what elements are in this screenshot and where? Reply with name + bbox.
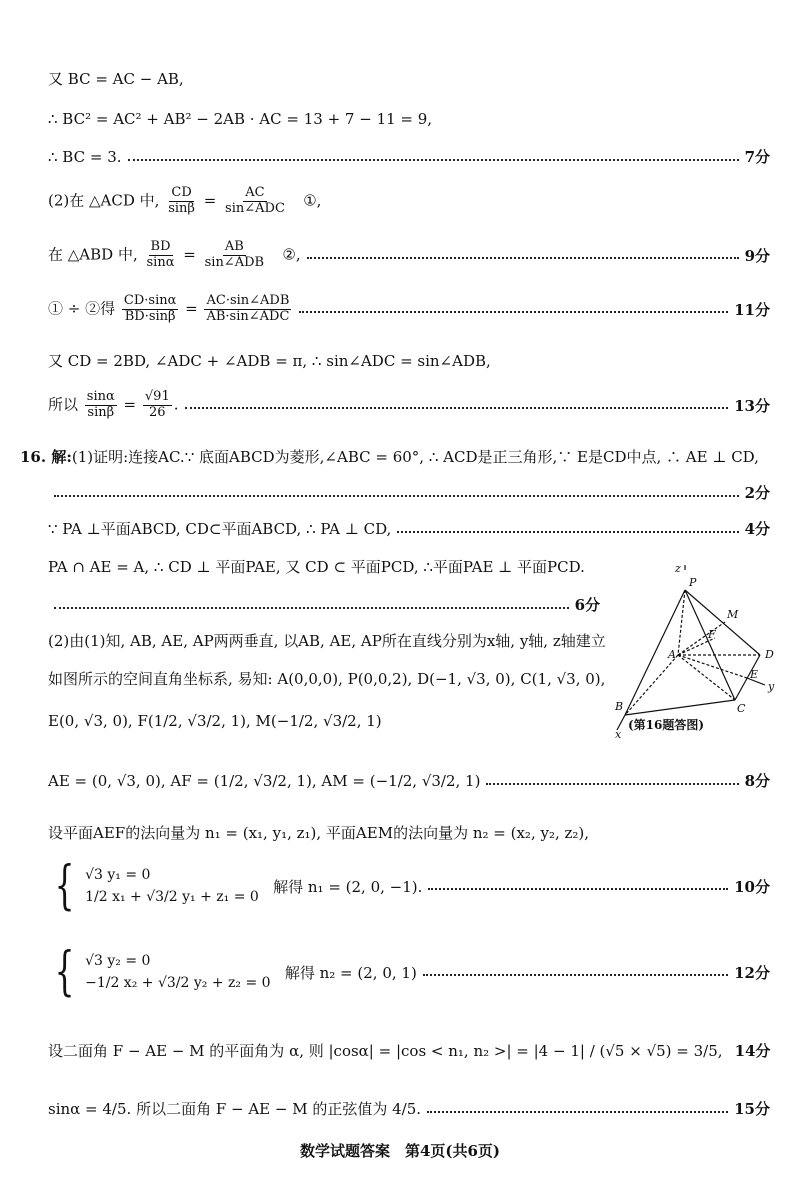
leader-dots — [299, 311, 728, 313]
page-footer: 数学试题答案 第4页(共6页) — [299, 1142, 501, 1160]
p16-line-6: E(0, √3, 0), F(1/2, √3/2, 1), M(−1/2, √3/2, 1) — [48, 712, 382, 730]
p16-score-2 — [48, 482, 770, 503]
line-2: ∴ BC² = AC² + AB² − 2AB · AC = 13 + 7 − 11 = 9, — [48, 110, 433, 128]
p16-line-2: ∵ PA ⊥平面ABCD, CD⊂平面ABCD, ∴ PA ⊥ CD, 4分 — [48, 520, 770, 538]
leader-dots — [128, 159, 739, 161]
line-4: (2)在 △ACD 中, $\frac{CD}{\sin\beta}$ = $\frac{AC}{\text{sin∠ADC}}$ ①, — [48, 185, 322, 216]
score: 13分 — [734, 396, 770, 415]
edge-PD — [685, 590, 760, 655]
line-6: ① ÷ ②得 $\frac{CD\cdot\sin\alpha}{BD\cdot\sin\beta}$ = $\frac{\text{AC·sin∠ADB}}{\text{AB·sin∠ADC}}$ 11分 — [48, 293, 770, 324]
edge-PA — [678, 590, 685, 655]
pyramid-figure — [615, 560, 785, 740]
label-E: E — [750, 668, 759, 681]
edge-AB — [625, 655, 678, 715]
p16-line-5: 如图所示的空间直角坐标系, 易知: A(0,0,0), P(0,0,2), D(−1, √3, 0), C(1, √3, 0), — [48, 670, 606, 688]
p16-score-6 — [48, 594, 600, 615]
score: 7分 — [744, 148, 770, 166]
score: 15分 — [734, 1100, 770, 1118]
p16-line-9: 设二面角 F − AE − M 的平面角为 α, 则 |cosα| = |cos < n₁, n₂ >| = |4 − 1| / (√5 × √5) = 3/5, 14分 — [48, 1042, 771, 1060]
leader-dots — [185, 407, 729, 409]
p16-line-4: (2)由(1)知, AB, AE, AP两两垂直, 以AB, AE, AP所在直线分别为x轴, y轴, z轴建立 — [48, 632, 606, 650]
p16-line-3: PA ∩ AE = A, ∴ CD ⊥ 平面PAE, 又 CD ⊂ 平面PCD, ∴平面PAE ⊥ 平面PCD. — [48, 558, 585, 576]
label-y: y — [768, 680, 775, 693]
leader-dots — [307, 257, 739, 259]
label-x: x — [615, 728, 622, 740]
score: 6分 — [574, 596, 600, 614]
leader-dots — [397, 531, 738, 533]
figure-caption: (第16题答图) — [628, 718, 705, 732]
edge-PB — [625, 590, 685, 715]
p16-line-8: 设平面AEF的法向量为 n₁ = (x₁, y₁, z₁), 平面AEM的法向量为 n₂ = (x₂, y₂, z₂), — [48, 824, 590, 842]
score: 14分 — [734, 1042, 771, 1060]
score: 10分 — [734, 877, 770, 896]
edge-AC — [678, 655, 735, 700]
label-z: z — [675, 562, 681, 575]
label-A: A — [668, 648, 676, 661]
system-1: { √3 y₁ = 0 1/2 x₁ + √3/2 y₁ + z₁ = 0 解得 n₁ = (2, 0, −1). 10分 — [54, 856, 770, 916]
p16-line-1: 16. 解:(1)证明:连接AC.∵ 底面ABCD为菱形,∠ABC = 60°, ∴ ACD是正三角形,∵ E是CD中点, ∴ AE ⊥ CD, — [20, 448, 759, 466]
line-1: 又 BC = AC − AB, — [48, 70, 184, 88]
line-8: 所以 $\frac{\sin\alpha}{\sin\beta}$ = $\frac{√91}{26}$ . 13分 — [48, 389, 770, 420]
line-3: ∴ BC = 3. 7分 — [48, 147, 770, 166]
score: 8分 — [744, 772, 770, 790]
leader-dots — [423, 974, 728, 976]
leader-dots — [428, 888, 728, 890]
label-B: B — [615, 700, 624, 713]
label-D: D — [765, 648, 774, 661]
line-7: 又 CD = 2BD, ∠ADC + ∠ADB = π, ∴ sin∠ADC = sin∠ADB, — [48, 352, 491, 370]
leader-dots — [427, 1111, 728, 1113]
leader-dots — [486, 783, 738, 785]
score: 11分 — [734, 300, 770, 319]
system-2: { √3 y₂ = 0 −1/2 x₂ + √3/2 y₂ + z₂ = 0 解得 n₂ = (2, 0, 1) 12分 — [54, 942, 770, 1002]
edge-AE — [678, 655, 747, 678]
leader-dots — [54, 607, 569, 609]
label-M: M — [727, 608, 739, 621]
score: 4分 — [744, 520, 770, 538]
score: 2分 — [744, 484, 770, 502]
label-P: P — [689, 576, 697, 589]
label-F: F — [708, 628, 716, 641]
leader-dots — [54, 495, 739, 497]
score: 9分 — [744, 246, 770, 265]
score: 12分 — [734, 963, 770, 982]
line-5: 在 △ABD 中, $\frac{BD}{\sin\alpha}$ = $\frac{AB}{\text{sin∠ADB}}$ ②, 9分 — [48, 239, 770, 270]
p16-line-7: AE = (0, √3, 0), AF = (1/2, √3/2, 1), AM = (−1/2, √3/2, 1) 8分 — [48, 771, 770, 790]
p16-line-10: sinα = 4/5. 所以二面角 F − AE − M 的正弦值为 4/5. 15分 — [48, 1100, 770, 1118]
edge-BC — [625, 700, 735, 715]
label-C: C — [737, 702, 746, 715]
